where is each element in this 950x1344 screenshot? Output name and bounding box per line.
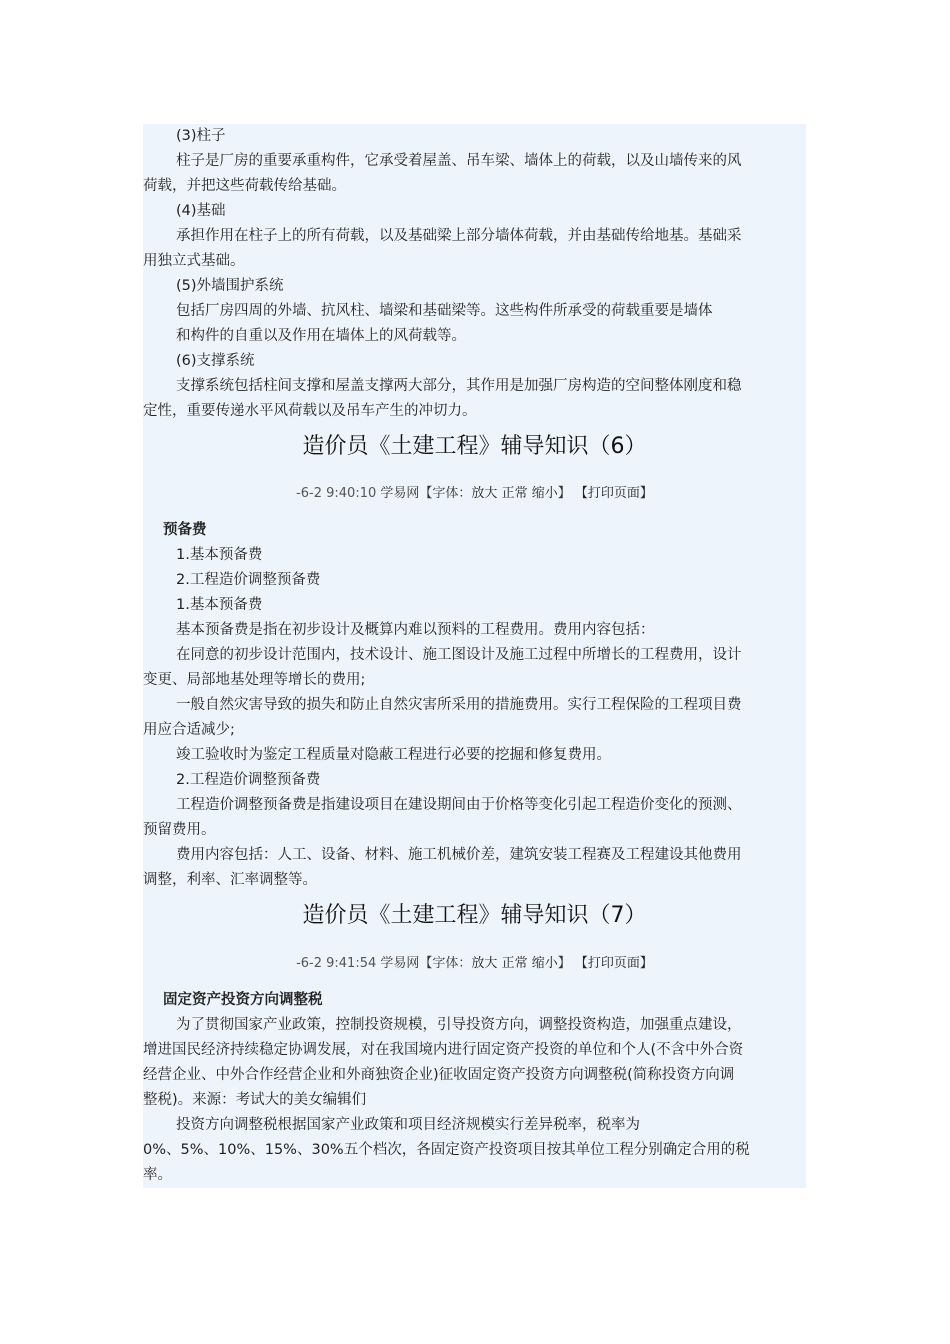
paragraph-line: 经营企业、中外合作经营企业和外商独资企业)征收固定资产投资方向调整税(简称投资方向调: [143, 1067, 735, 1083]
paragraph-line: 1.基本预备费: [176, 597, 263, 613]
font-enlarge-link[interactable]: 放大: [471, 486, 498, 501]
paragraph-line: (3)柱子: [176, 128, 226, 144]
paragraph-line: 荷载，并把这些荷载传给基础。: [143, 178, 346, 194]
article-title: 造价员《土建工程》辅导知识（7）: [302, 903, 647, 928]
paragraph-line: 包括厂房四周的外墙、抗风柱、墙梁和基础梁等。这些构件所承受的荷载重要是墙体: [176, 303, 713, 319]
article-body: [143, 518, 806, 893]
paragraph-line: 整税)。来源：考试大的美女编辑们: [143, 1092, 367, 1108]
paragraph-line: 基本预备费是指在初步设计及概算内难以预料的工程费用。费用内容包括：: [176, 622, 655, 638]
source-label: 学易网: [380, 956, 420, 971]
paragraph-line: (4)基础: [176, 203, 226, 219]
paragraph-line: (6)支撑系统: [176, 353, 255, 369]
paragraph-line: 变更、局部地基处理等增长的费用;: [143, 672, 366, 688]
source-label: 学易网: [380, 486, 420, 501]
paragraph-line: 和构件的自重以及作用在墙体上的风荷载等。: [176, 328, 466, 344]
font-shrink-link[interactable]: 缩小: [531, 486, 558, 501]
article-heading: 预备费: [163, 522, 207, 538]
print-page-link[interactable]: 【打印页面】: [574, 486, 653, 501]
paragraph-line: 竣工验收时为鉴定工程质量对隐蔽工程进行必要的挖掘和修复费用。: [176, 747, 611, 763]
publish-date: -6-2 9:41:54: [296, 956, 377, 971]
paragraph-line: 承担作用在柱子上的所有荷载，以及基础梁上部分墙体荷载，并由基础传给地基。基础采: [176, 228, 742, 244]
paragraph-line: 0%、5%、10%、15%、30%五个档次，各固定资产投资项目按其单位工程分别确定合用的税: [143, 1142, 750, 1158]
font-size-label: 【字体：: [419, 486, 472, 501]
paragraph-line: (5)外墙围护系统: [176, 278, 284, 294]
article-body: [143, 988, 806, 1188]
paragraph-line: 在同意的初步设计范围内，技术设计、施工图设计及施工过程中所增长的工程费用，设计: [176, 647, 742, 663]
font-size-label: 【字体：: [419, 956, 472, 971]
font-size-close: 】: [557, 486, 571, 501]
paragraph-line: 定性，重要传递水平风荷载以及吊车产生的冲切力。: [143, 403, 477, 419]
section-building-structure: [143, 124, 806, 424]
font-enlarge-link[interactable]: 放大: [471, 956, 498, 971]
paragraph-line: 为了贯彻国家产业政策，控制投资规模，引导投资方向，调整投资构造，加强重点建设，: [176, 1017, 742, 1033]
paragraph-line: 工程造价调整预备费是指建设项目在建设期间由于价格等变化引起工程造价变化的预测、: [176, 797, 742, 813]
article-heading: 固定资产投资方向调整税: [163, 992, 323, 1008]
paragraph-line: 支撑系统包括柱间支撑和屋盖支撑两大部分，其作用是加强厂房构造的空间整体刚度和稳: [176, 378, 742, 394]
article-meta: [143, 954, 806, 974]
article-meta: [143, 484, 806, 504]
article-title: 造价员《土建工程》辅导知识（6）: [302, 434, 647, 459]
paragraph-line: 预留费用。: [143, 822, 216, 838]
paragraph-line: 投资方向调整税根据国家产业政策和项目经济规模实行差异税率，税率为: [176, 1117, 640, 1133]
publish-date: -6-2 9:40:10: [296, 486, 377, 501]
font-shrink-link[interactable]: 缩小: [531, 956, 558, 971]
paragraph-line: 2.工程造价调整预备费: [176, 572, 321, 588]
paragraph-line: 1.基本预备费: [176, 547, 263, 563]
print-page-link[interactable]: 【打印页面】: [574, 956, 653, 971]
paragraph-line: 一般自然灾害导致的损失和防止自然灾害所采用的措施费用。实行工程保险的工程项目费: [176, 697, 742, 713]
paragraph-line: 用应合适减少;: [143, 722, 235, 738]
font-normal-link[interactable]: 正常: [501, 956, 528, 971]
paragraph-line: 增进国民经济持续稳定协调发展，对在我国境内进行固定资产投资的单位和个人(不含中外合资: [143, 1042, 744, 1058]
paragraph-line: 2.工程造价调整预备费: [176, 772, 321, 788]
paragraph-line: 用独立式基础。: [143, 253, 245, 269]
paragraph-line: 柱子是厂房的重要承重构件，它承受着屋盖、吊车梁、墙体上的荷载，以及山墙传来的风: [176, 153, 742, 169]
paragraph-line: 率。: [143, 1167, 172, 1183]
font-size-close: 】: [557, 956, 571, 971]
paragraph-line: 调整，利率、汇率调整等。: [143, 872, 317, 888]
paragraph-line: 费用内容包括：人工、设备、材料、施工机械价差，建筑安装工程赛及工程建设其他费用: [176, 847, 742, 863]
font-normal-link[interactable]: 正常: [501, 486, 528, 501]
